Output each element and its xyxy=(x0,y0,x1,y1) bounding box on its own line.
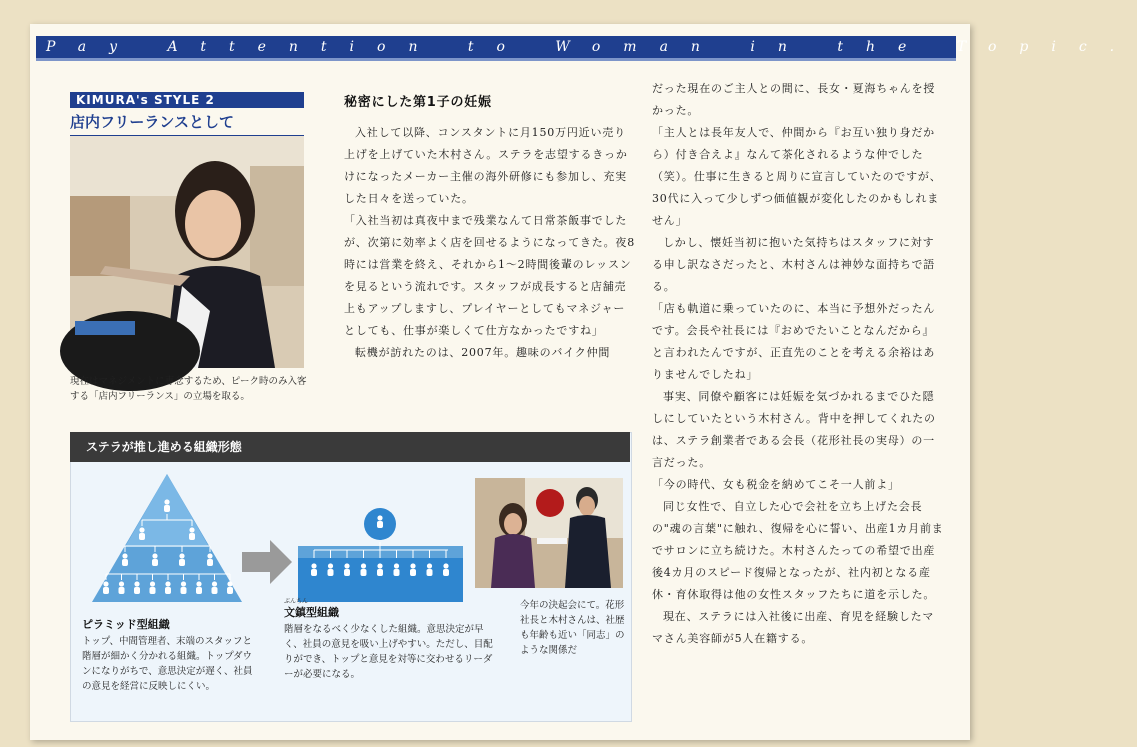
person-icon xyxy=(410,563,416,576)
person-icon xyxy=(179,553,185,566)
article-paragraph: 転機が訪れたのは、2007年。趣味のバイク仲間 xyxy=(355,346,611,359)
person-icon xyxy=(361,563,367,576)
article-column-middle xyxy=(344,92,636,364)
person-icon xyxy=(212,581,218,594)
person-icon xyxy=(207,553,213,566)
person-icon xyxy=(122,553,128,566)
person-icon xyxy=(181,581,187,594)
event-photo-caption: 今年の決起会にて。花形社長と木村さんは、社歴も年齢も近い「同志」のような関係だ xyxy=(520,600,625,656)
flat-description: 階層をなるべく少なくした組織。意思決定が早く、社員の意見を吸い上げやすい。ただし、目配りができ、トップと意見を対等に交わせるリーダーが必要になる。 xyxy=(284,624,493,680)
person-icon xyxy=(139,527,145,540)
person-icon xyxy=(134,581,140,594)
article-paragraph: 現在、ステラには入社後に出産、育児を経験したママさん美容師が5人在籍する。 xyxy=(652,610,935,645)
flat-people xyxy=(311,515,449,576)
article-paragraph: 「今の時代、女も税金を納めてこそ一人前よ」 xyxy=(652,478,900,491)
article-paragraph: 「店も軌道に乗っていたのに、本当に予想外だったんです。会長や社長には『おめでたいことなんだから』と言われたんですが、正直先のことを考える余裕はありませんでしたね」 xyxy=(652,302,936,381)
org-chart-title: ステラが推し進める組織形態 xyxy=(70,432,630,462)
stylist-photo xyxy=(70,136,304,368)
flat-label: 文鎮型組織 xyxy=(284,606,339,619)
person-icon xyxy=(196,581,202,594)
person-icon xyxy=(328,563,334,576)
flat-ruby: ぶんちん xyxy=(284,598,309,605)
photo-caption: 現在はマネジメントに専念するため、ピーク時のみ入客する「店内フリーランス」の立場を取る。 xyxy=(70,376,307,402)
style-subtitle: 店内フリーランスとして xyxy=(70,111,304,137)
person-icon xyxy=(119,581,125,594)
person-icon xyxy=(152,553,158,566)
person-icon xyxy=(377,563,383,576)
event-photo xyxy=(475,478,623,588)
article-paragraph: しかし、懐妊当初に抱いた気持ちはスタッフに対する申し訳なさだったと、木村さんは神妙な面持ちで語る。 xyxy=(652,236,936,293)
article-paragraph: 「主人とは長年友人で、仲間から『お互い独り身だから）付き合えよ』なんて茶化されるような仲でした（笑）。仕事に生きると周りに宣言していたのですが、30代に入って少しずつ価値観が変化したのかもしれません」 xyxy=(652,126,942,227)
person-icon xyxy=(189,527,195,540)
header-banner xyxy=(36,36,1137,61)
article-paragraph: 入社して以降、コンスタントに月150万円近い売り上げを上げていた木村さん。ステラを志望するきっかけになったメーカー主催の海外研修にも参加し、充実した日々を送っていた。 xyxy=(344,126,628,205)
person-icon xyxy=(150,581,156,594)
article-paragraph: 事実、同僚や顧客には妊娠を気づかれるまでひた隠しにしていたという木村さん。背中を押してくれたのは、ステラ創業者である会長（花形社長の実母）の一言だった。 xyxy=(652,390,936,469)
person-icon xyxy=(443,563,449,576)
article-paragraph: だった現在のご主人との間に、長女・夏海ちゃんを授かった。 xyxy=(652,82,936,117)
person-icon xyxy=(103,581,109,594)
pyramid-label: ピラミッド型組織 xyxy=(82,618,170,631)
person-icon xyxy=(311,563,317,576)
org-chart-diagram xyxy=(70,462,475,612)
article-paragraph: 「入社当初は真夜中まで残業なんて日常茶飯事でしたが、次第に効率よく店を回せるようになってきた。夜8時には営業を終え、それから1～2時間後輩のレッスンを見るという流れです。スタッフが成長すると店舗売上もアップしますし、プレイヤーとしてもマネジャーとしても、仕事が楽しくて仕方なかったですね」 xyxy=(344,214,635,337)
header-banner-text: Pay Attention to Woman in the Topic. xyxy=(46,39,1137,55)
person-icon xyxy=(427,563,433,576)
person-icon xyxy=(227,581,233,594)
article-paragraph: 同じ女性で、自立した心で会社を立ち上げた会長の"魂の言葉"に触れ、復帰を心に誓い、出産1カ月前までサロンに立ち続けた。木村さんたっての希望で出産後4カ月のスピード復帰となったが、社内初となる産休・育休取得は他の女性スタッフたちに道を示した。 xyxy=(652,500,944,601)
person-icon xyxy=(164,499,170,512)
person-icon xyxy=(394,563,400,576)
article-heading: 秘密にした第1子の妊娠 xyxy=(344,95,492,110)
person-icon xyxy=(165,581,171,594)
arrow-icon xyxy=(242,540,292,584)
article-column-right xyxy=(652,78,944,650)
person-icon xyxy=(344,563,350,576)
person-icon xyxy=(377,515,383,528)
style-tag: KIMURA's STYLE 2 xyxy=(70,92,304,108)
pyramid-description: トップ、中間管理者、末端のスタッフと階層が細かく分かれる組織。トップダウンになりがちで、意思決定が遅く、社員の意見を経営に反映しにくい。 xyxy=(82,636,253,692)
